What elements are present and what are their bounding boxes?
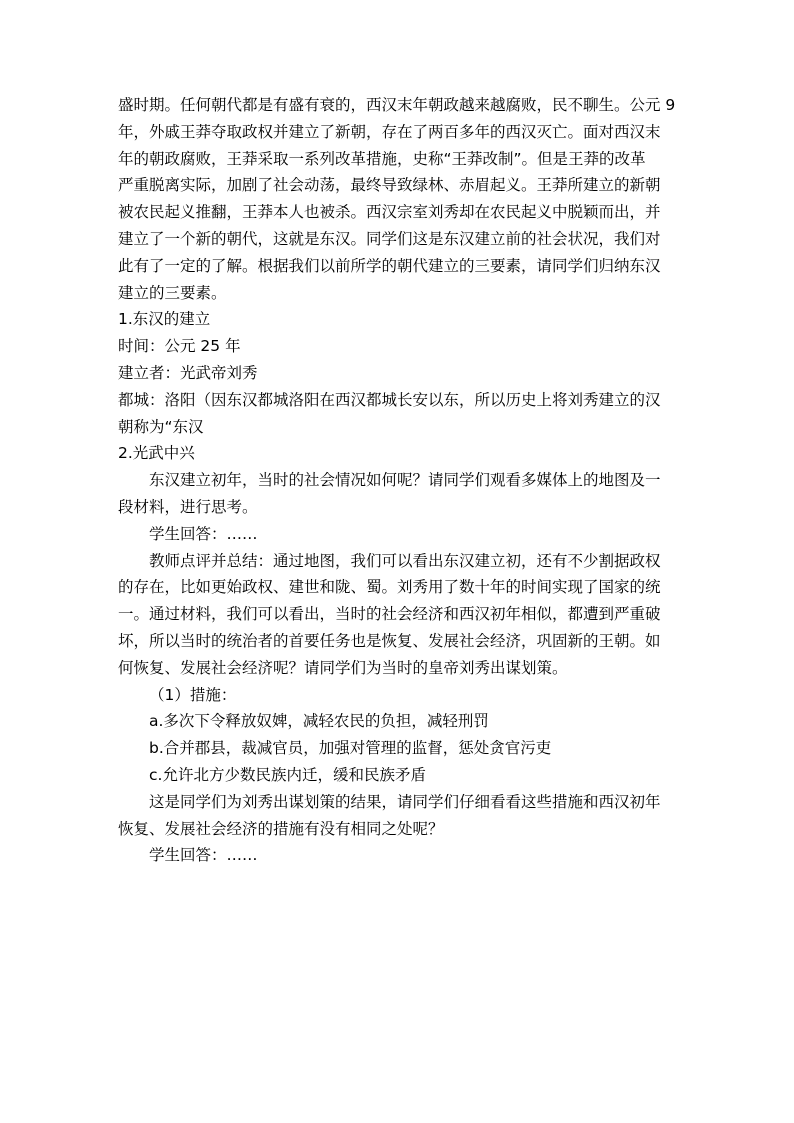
list-item: b.合并郡县，裁减官员，加强对管理的监督，惩处贪官污吏 xyxy=(149,739,552,758)
paragraph-line: 教师点评并总结：通过地图，我们可以看出东汉建立初，还有不少割据政权 xyxy=(149,551,661,570)
measures-heading: （1）措施： xyxy=(149,685,237,704)
paragraph-line: 年，外戚王莽夺取政权并建立了新朝，存在了两百多年的西汉灭亡。面对西汉末 xyxy=(118,122,661,141)
paragraph-line: 严重脱离实际，加剧了社会动荡，最终导致绿林、赤眉起义。王莽所建立的新朝 xyxy=(118,176,661,195)
list-item: c.允许北方少数民族内迁，缓和民族矛盾 xyxy=(149,765,426,784)
paragraph-line: 这是同学们为刘秀出谋划策的结果，请同学们仔细看看这些措施和西汉初年 xyxy=(149,792,661,811)
paragraph-line: 被农民起义推翻，王莽本人也被杀。西汉宗室刘秀却在农民起义中脱颖而出，并 xyxy=(118,203,661,222)
document-body xyxy=(118,92,678,869)
paragraph-line: 段材料，进行思考。 xyxy=(118,497,258,516)
paragraph-line: 东汉建立初年，当时的社会情况如何呢？请同学们观看多媒体上的地图及一 xyxy=(149,471,661,490)
student-answer: 学生回答：…… xyxy=(149,524,258,543)
paragraph-line: 一。通过材料，我们可以看出，当时的社会经济和西汉初年相似，都遭到严重破 xyxy=(118,605,661,624)
founding-founder: 建立者：光武帝刘秀 xyxy=(118,363,258,382)
intro-paragraph xyxy=(118,92,678,306)
capital-paragraph xyxy=(118,387,678,441)
paragraph-line: 的存在，比如更始政权、建世和陇、蜀。刘秀用了数十年的时间实现了国家的统 xyxy=(118,578,661,597)
question-paragraph-1 xyxy=(118,467,678,521)
paragraph-line: 盛时期。任何朝代都是有盛有衰的，西汉末年朝政越来越腐败，民不聊生。公元 9 xyxy=(118,96,676,114)
paragraph-line: 都城：洛阳（因东汉都城洛阳在西汉都城长安以东，所以历史上将刘秀建立的汉 xyxy=(118,390,661,409)
paragraph-line: 建立了一个新的朝代，这就是东汉。同学们这是东汉建立前的社会状况，我们对 xyxy=(118,229,661,248)
founding-time: 时间：公元 25 年 xyxy=(118,337,241,356)
question-paragraph-2 xyxy=(118,789,678,843)
section-heading-founding: 1.东汉的建立 xyxy=(118,310,211,329)
section-heading-revival: 2.光武中兴 xyxy=(118,444,195,463)
paragraph-line: 恢复、发展社会经济的措施有没有相同之处呢？ xyxy=(118,819,444,838)
student-answer: 学生回答：…… xyxy=(149,846,258,865)
paragraph-line: 建立的三要素。 xyxy=(118,283,227,302)
paragraph-line: 年的朝政腐败，王莽采取一系列改革措施，史称“王莽改制”。但是王莽的改革 xyxy=(118,149,646,168)
list-item: a.多次下令释放奴婢，减轻农民的负担，减轻刑罚 xyxy=(149,712,489,731)
paragraph-line: 此有了一定的了解。根据我们以前所学的朝代建立的三要素，请同学们归纳东汉 xyxy=(118,256,661,275)
paragraph-line: 坏，所以当时的统治者的首要任务也是恢复、发展社会经济，巩固新的王朝。如 xyxy=(118,631,661,650)
paragraph-line: 何恢复、发展社会经济呢？请同学们为当时的皇帝刘秀出谋划策。 xyxy=(118,658,568,677)
measures-list xyxy=(118,708,678,788)
paragraph-line: 朝称为“东汉 xyxy=(118,417,204,436)
teacher-summary-paragraph xyxy=(118,548,678,682)
